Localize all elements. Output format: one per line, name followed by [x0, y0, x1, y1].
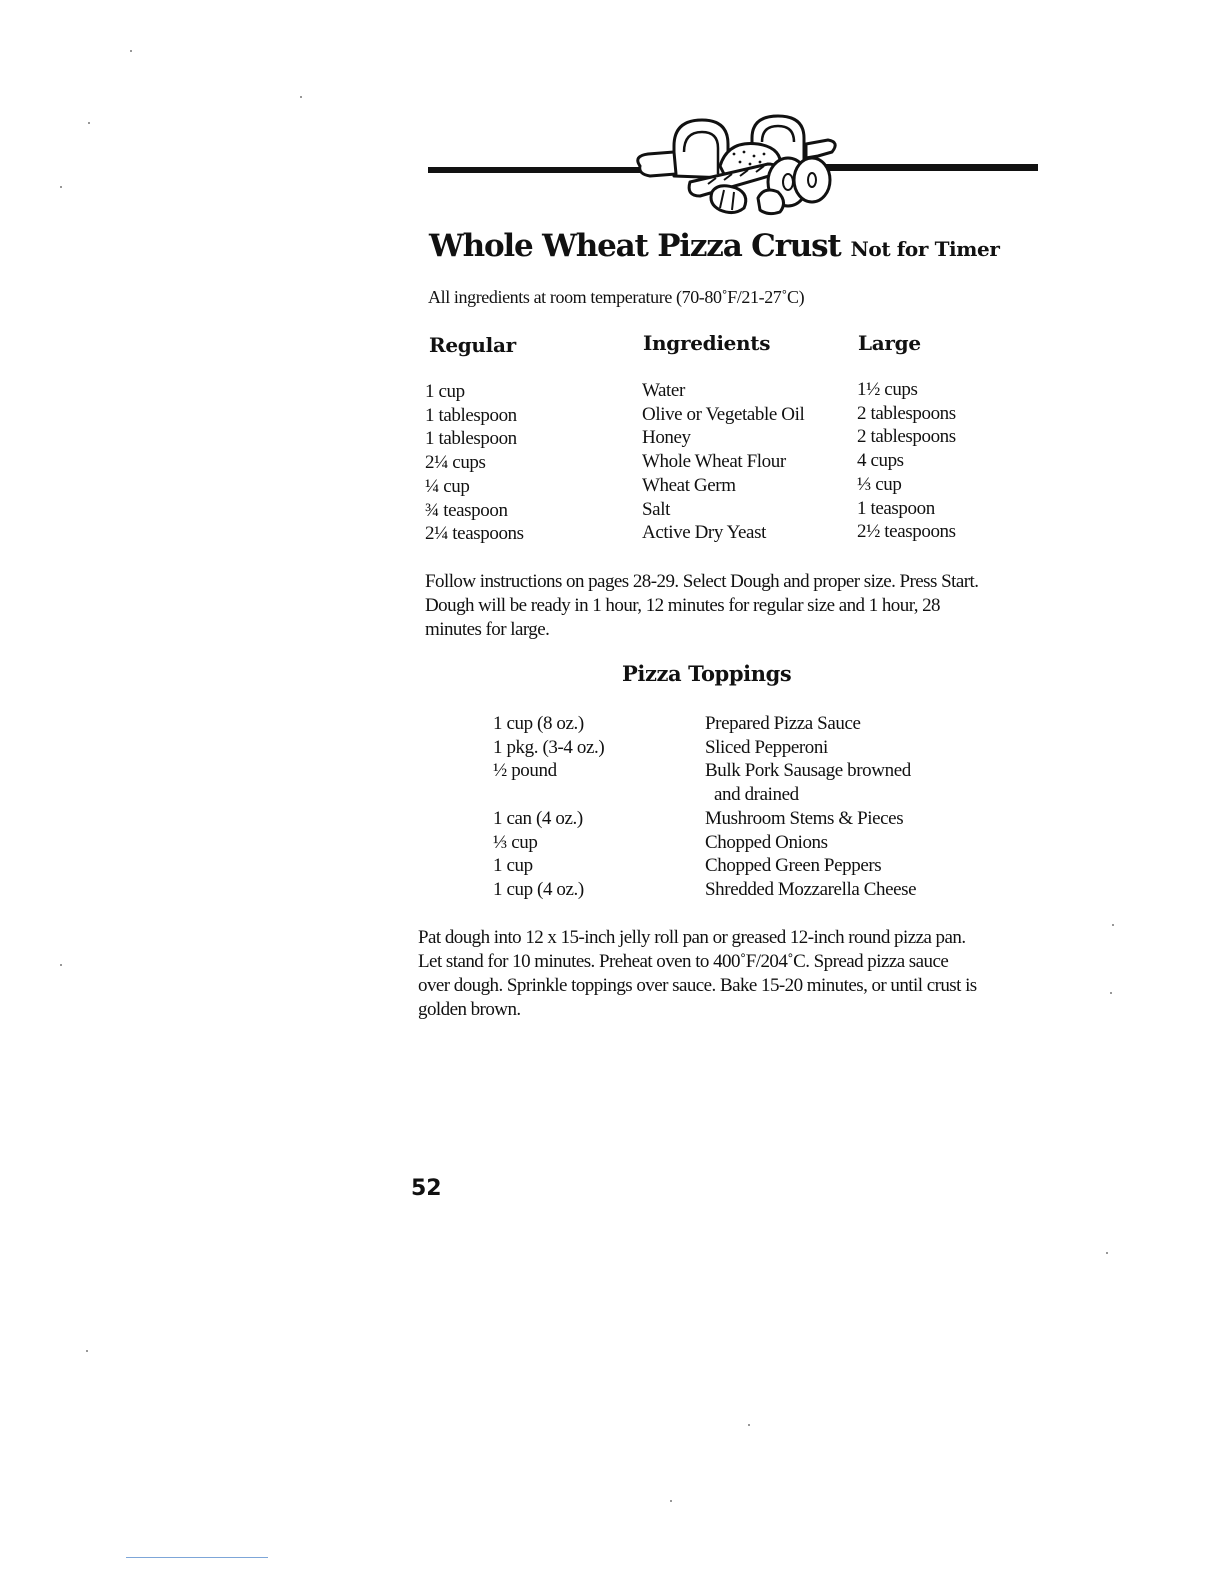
header-rule-right	[823, 164, 1038, 171]
table-row-regular: 2¼ teaspoons	[425, 523, 524, 545]
header-rule-left	[428, 167, 643, 173]
header-ingredients: Ingredients	[643, 331, 771, 355]
table-row-large: 4 cups	[857, 450, 904, 472]
table-row-regular: 2¼ cups	[425, 452, 486, 474]
topping-amount: 1 cup	[493, 855, 533, 877]
topping-amount: ⅓ cup	[493, 831, 538, 853]
baking-paragraph: Pat dough into 12 x 15-inch jelly roll pan or greased 12-inch round pizza pan. Let stand for 10 minutes. Preheat oven to 400˚F/204˚C. Spread pizza sauce over dough. Sprinkle toppings over sauce. Bake 15-20 minutes, or until crust is golden brown.	[418, 927, 977, 1020]
topping-item: Shredded Mozzarella Cheese	[705, 878, 917, 900]
header-large: Large	[858, 331, 921, 355]
topping-amounts-column	[493, 712, 604, 902]
toppings-title: Pizza Toppings	[622, 661, 792, 686]
table-row-regular: ¼ cup	[425, 475, 470, 497]
table-row-ingredient: Salt	[642, 498, 670, 520]
table-row-regular: 1 cup	[425, 381, 465, 402]
table-row-ingredient: Active Dry Yeast	[642, 522, 766, 544]
topping-amount: 1 cup (4 oz.)	[493, 878, 584, 900]
scan-blue-line	[126, 1557, 268, 1558]
scan-speck	[1110, 992, 1112, 994]
scan-speck	[670, 1500, 672, 1502]
table-row-ingredient: Wheat Germ	[642, 474, 736, 496]
scan-speck	[300, 96, 302, 98]
topping-item: Mushroom Stems & Pieces	[705, 807, 904, 829]
scan-speck	[88, 122, 90, 124]
table-row-large: 1½ cups	[857, 379, 918, 400]
table-row-large: 1 teaspoon	[857, 497, 935, 519]
large-amounts-column	[857, 378, 956, 544]
table-row-large: 2½ teaspoons	[857, 521, 956, 543]
regular-amounts-column	[425, 380, 524, 546]
table-row-ingredient: Honey	[642, 427, 691, 449]
instructions-paragraph: Follow instructions on pages 28-29. Select Dough and proper size. Press Start. Dough will be ready in 1 hour, 12 minutes for regular size and 1 hour, 28 minutes for large.	[425, 571, 979, 640]
table-row-large: 2 tablespoons	[857, 402, 956, 424]
table-row-ingredient: Olive or Vegetable Oil	[642, 403, 805, 425]
scan-speck	[748, 1424, 750, 1426]
topping-item: Bulk Pork Sausage browned	[705, 760, 911, 782]
recipe-subtitle: Not for Timer	[850, 237, 1000, 261]
recipe-title: Whole Wheat Pizza Crust	[429, 228, 841, 264]
bread-illustration-header	[428, 112, 1038, 224]
topping-amount: 1 can (4 oz.)	[493, 807, 583, 829]
table-row-regular: 1 tablespoon	[425, 428, 517, 450]
bread-basket-icon	[638, 116, 835, 214]
table-row-regular: 1 tablespoon	[425, 404, 517, 426]
header-regular: Regular	[429, 333, 516, 357]
scan-speck	[1106, 1252, 1108, 1254]
topping-item: Chopped Onions	[705, 831, 828, 853]
topping-item: Sliced Pepperoni	[705, 736, 828, 758]
table-row-ingredient: Whole Wheat Flour	[642, 451, 786, 473]
table-row-ingredient: Water	[642, 380, 685, 401]
topping-amount: 1 pkg. (3-4 oz.)	[493, 736, 605, 758]
topping-items-column	[705, 712, 916, 902]
scan-speck	[60, 186, 62, 188]
ingredients-column	[642, 379, 804, 545]
topping-item-continued: and drained	[714, 784, 799, 806]
scan-speck	[86, 1350, 88, 1352]
topping-item: Prepared Pizza Sauce	[705, 713, 861, 734]
table-row-large: 2 tablespoons	[857, 426, 956, 448]
topping-amount: ½ pound	[493, 760, 557, 782]
table-row-large: ⅓ cup	[857, 473, 902, 495]
topping-item: Chopped Green Peppers	[705, 855, 882, 877]
temperature-note: All ingredients at room temperature (70-80˚F/21-27˚C)	[428, 287, 805, 307]
scan-speck	[1112, 924, 1114, 926]
page-number: 52	[411, 1176, 442, 1201]
scan-speck	[130, 50, 132, 52]
topping-amount: 1 cup (8 oz.)	[493, 713, 584, 734]
table-row-regular: ¾ teaspoon	[425, 499, 508, 521]
topping-amount-spacer	[493, 783, 604, 807]
recipe-title-line	[429, 228, 1129, 264]
scan-speck	[60, 964, 62, 966]
